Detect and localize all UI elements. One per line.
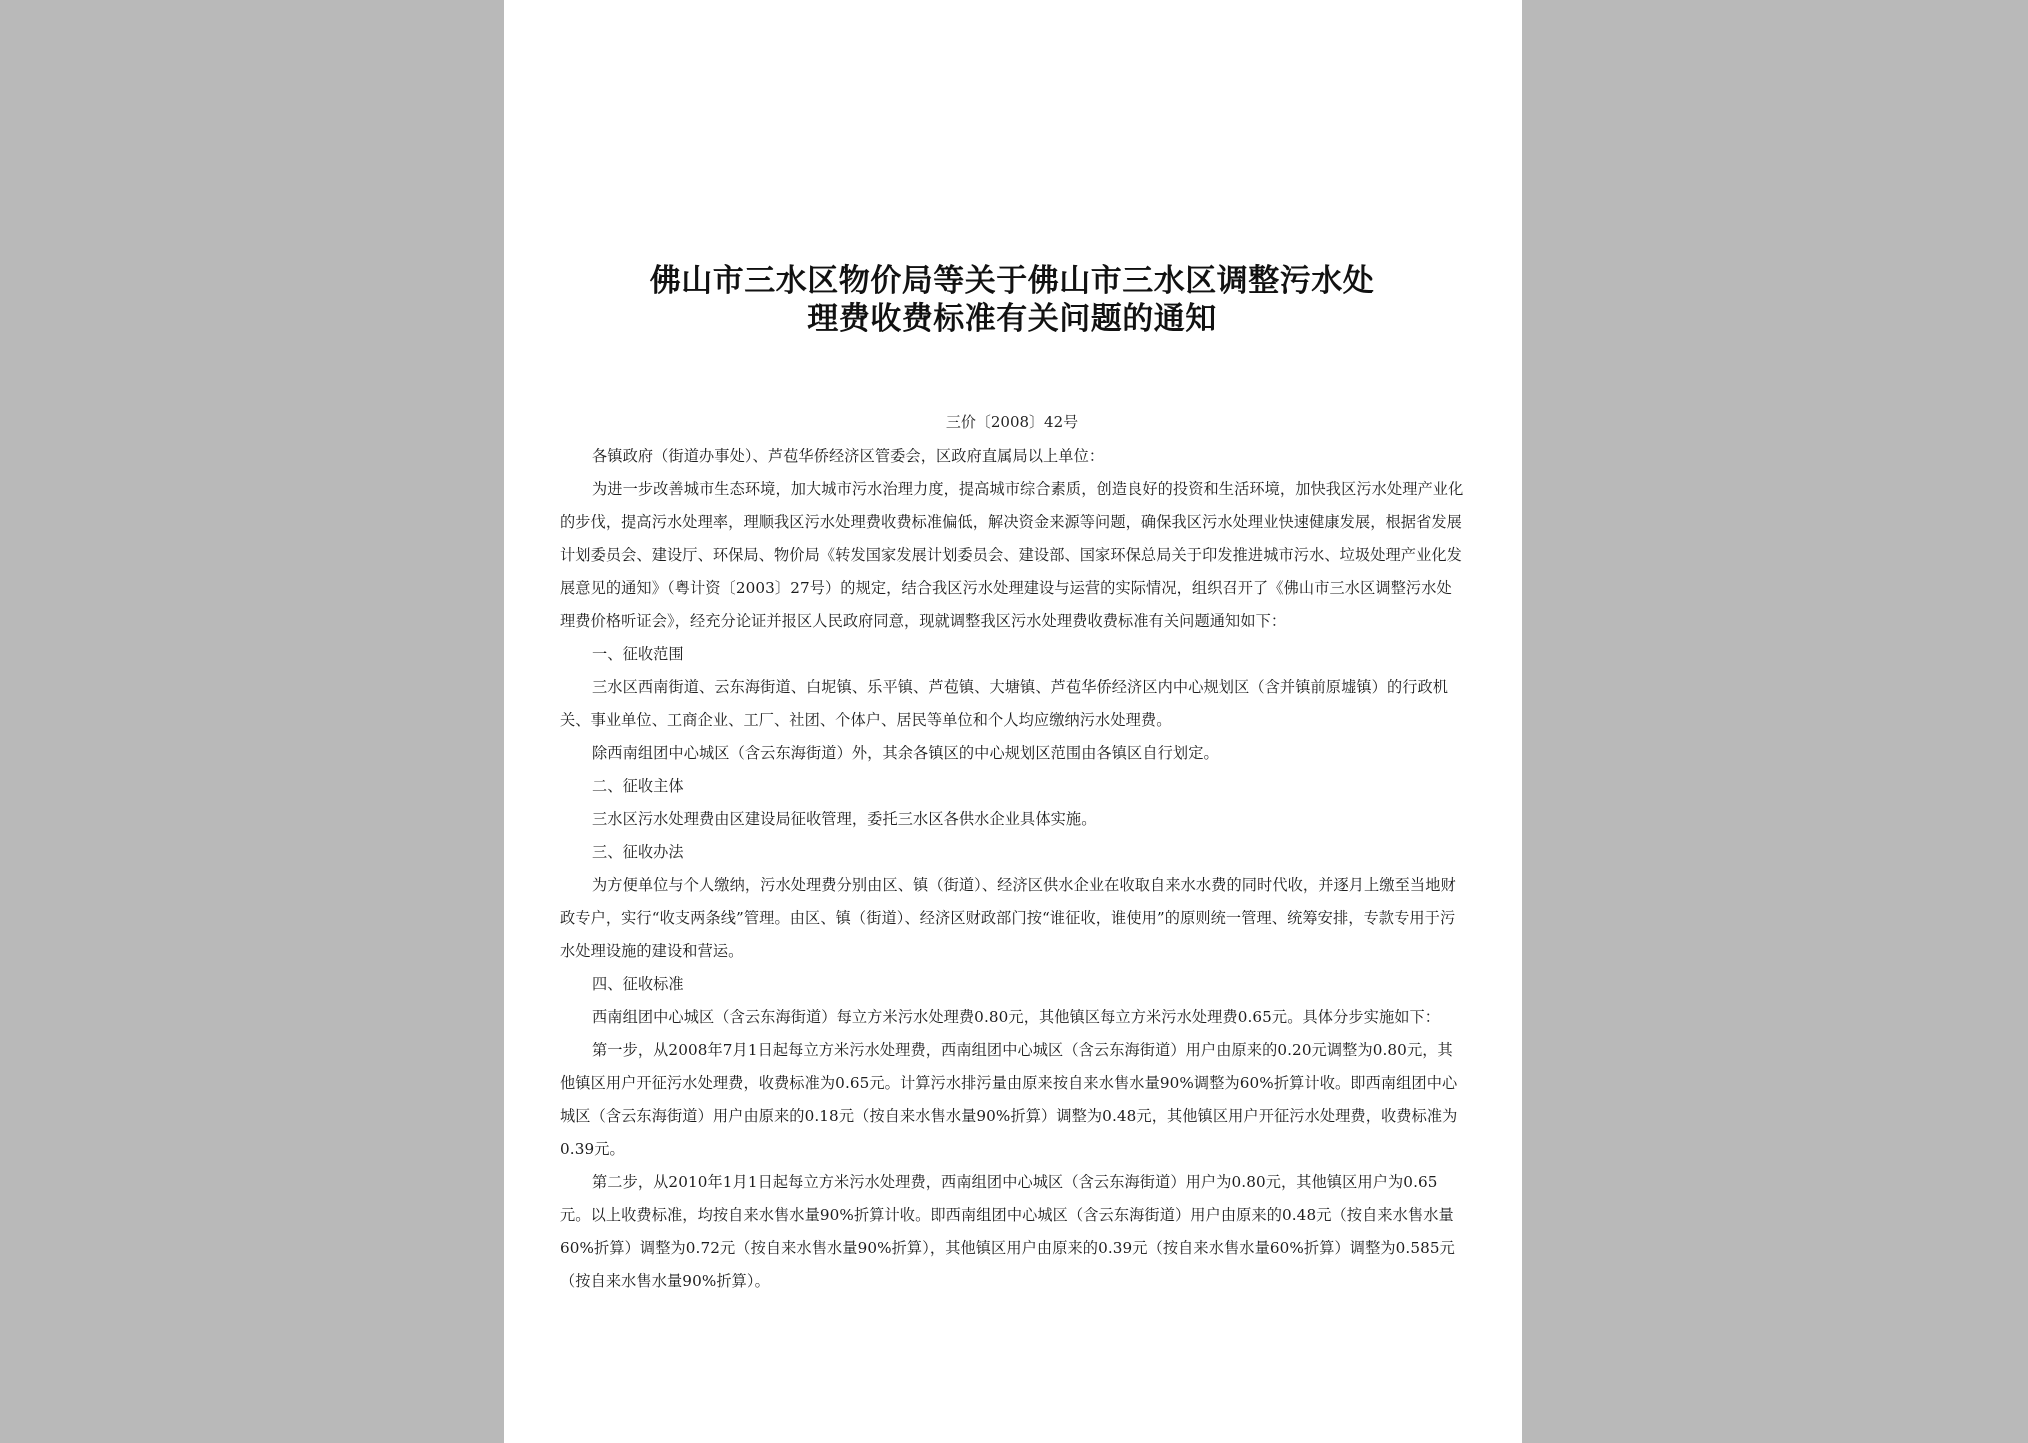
document-number: 三价〔2008〕42号 — [945, 413, 1079, 431]
section-4-step-2: 第二步，从2010年1月1日起每立方米污水处理费，西南组团中心城区（含云东海街道）用户为0.80元，其他镇区用户为0.65元。以上收费标准，均按自来水售水量90%折算计收。即西南组团中心城区（含云东海街道）用户由原来的0.48元（按自来水售水量60%折算）调整为0.72元（按自来水售水量90%折算），其他镇区用户由原来的0.39元（按自来水售水量60%折算）调整为0.585元（按自来水售水量90%折算）。 — [560, 1173, 1455, 1290]
section-3-heading: 三、征收办法 — [592, 843, 684, 861]
document-title — [560, 262, 1464, 338]
document-body — [560, 440, 1464, 1298]
section-1-paragraph-2: 除西南组团中心城区（含云东海街道）外，其余各镇区的中心规划区范围由各镇区自行划定。 — [592, 744, 1219, 762]
title-line-2: 理费收费标准有关问题的通知 — [807, 301, 1217, 337]
section-4-paragraph-1: 西南组团中心城区（含云东海街道）每立方米污水处理费0.80元，其他镇区每立方米污水处理费0.65元。具体分步实施如下： — [592, 1008, 1441, 1026]
title-line-1: 佛山市三水区物价局等关于佛山市三水区调整污水处 — [649, 263, 1375, 299]
section-2-heading: 二、征收主体 — [592, 777, 684, 795]
section-1-heading: 一、征收范围 — [592, 645, 684, 663]
section-3-paragraph-1: 为方便单位与个人缴纳，污水处理费分别由区、镇（街道）、经济区供水企业在收取自来水水费的同时代收，并逐月上缴至当地财政专户，实行“收支两条线”管理。由区、镇（街道）、经济区财政部门按“谁征收，谁使用”的原则统一管理、统筹安排，专款专用于污水处理设施的建设和营运。 — [560, 876, 1456, 960]
addressee: 各镇政府（街道办事处）、芦苞华侨经济区管委会，区政府直属局以上单位： — [592, 447, 1105, 465]
intro-paragraph: 为进一步改善城市生态环境，加大城市污水治理力度，提高城市综合素质，创造良好的投资和生活环境，加快我区污水处理产业化的步伐，提高污水处理率，理顺我区污水处理费收费标准偏低，解决资金来源等问题，确保我区污水处理业快速健康发展，根据省发展计划委员会、建设厅、环保局、物价局《转发国家发展计划委员会、建设部、国家环保总局关于印发推进城市污水、垃圾处理产业化发展意见的通知》（粤计资〔2003〕27号）的规定，结合我区污水处理建设与运营的实际情况，组织召开了《佛山市三水区调整污水处理费价格听证会》，经充分论证并报区人民政府同意，现就调整我区污水处理费收费标准有关问题通知如下： — [560, 480, 1464, 630]
section-4-step-1: 第一步，从2008年7月1日起每立方米污水处理费，西南组团中心城区（含云东海街道）用户由原来的0.20元调整为0.80元，其他镇区用户开征污水处理费，收费标准为0.65元。计算污水排污量由原来按自来水售水量90%调整为60%折算计收。即西南组团中心城区（含云东海街道）用户由原来的0.18元（按自来水售水量90%折算）调整为0.48元，其他镇区用户开征污水处理费，收费标准为0.39元。 — [560, 1041, 1458, 1158]
document-page — [504, 0, 1522, 1443]
section-2-paragraph-1: 三水区污水处理费由区建设局征收管理，委托三水区各供水企业具体实施。 — [592, 810, 1097, 828]
section-1-paragraph-1: 三水区西南街道、云东海街道、白坭镇、乐平镇、芦苞镇、大塘镇、芦苞华侨经济区内中心规划区（含并镇前原墟镇）的行政机关、事业单位、工商企业、工厂、社团、个体户、居民等单位和个人均应缴纳污水处理费。 — [560, 678, 1449, 729]
section-4-heading: 四、征收标准 — [592, 975, 684, 993]
